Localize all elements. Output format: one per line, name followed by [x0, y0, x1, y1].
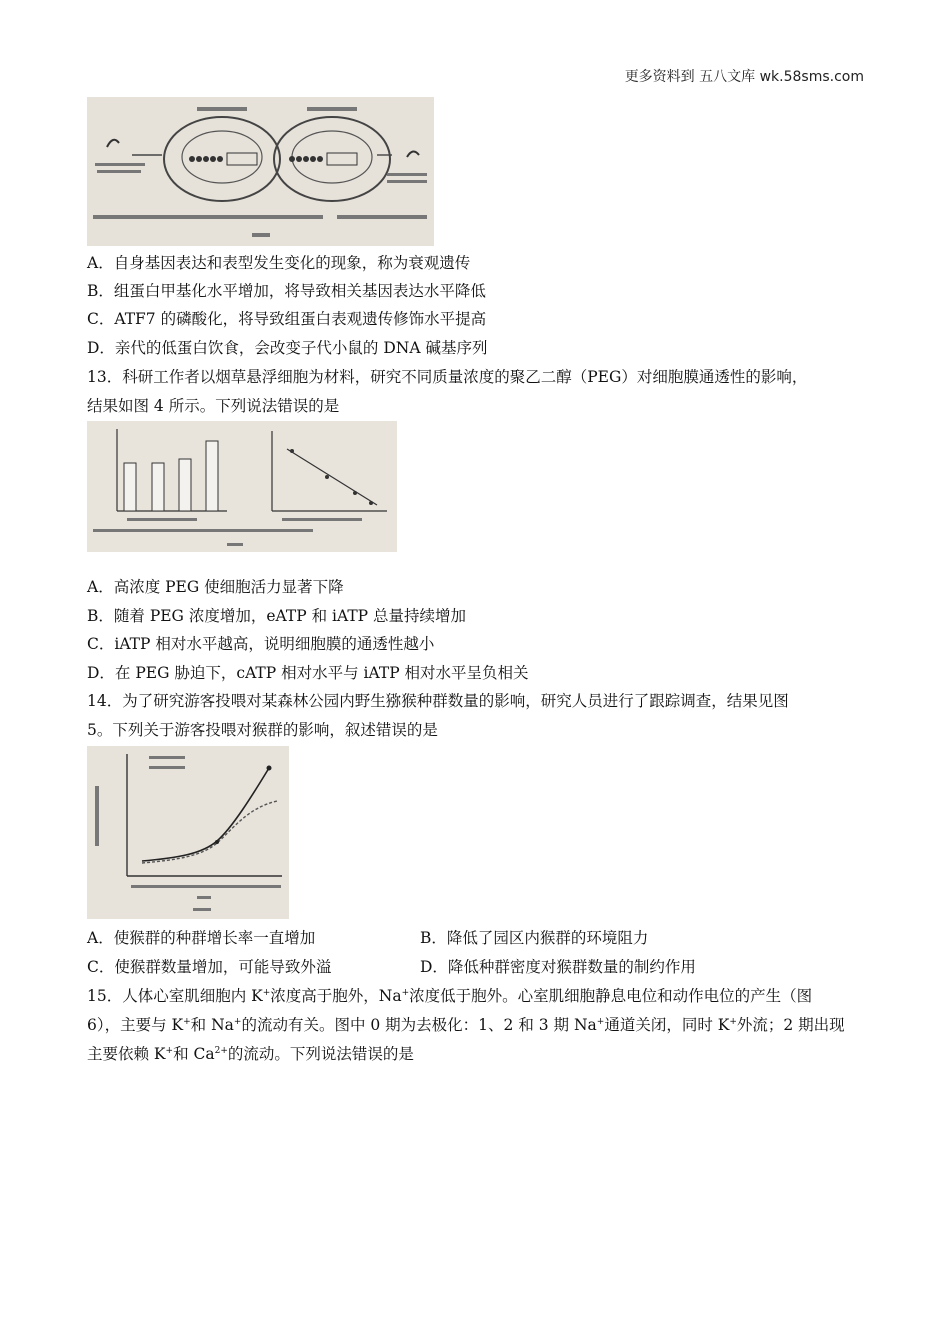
q14-option-b: B．降低了园区内猴群的环境阻力 [420, 929, 649, 947]
q13-stem-line1: 13．科研工作者以烟草悬浮细胞为材料，研究不同质量浓度的聚乙二醇（PEG）对细胞膜通透性的影响， [87, 368, 808, 386]
q14-stem-line1: 14．为了研究游客投喂对某森林公园内野生猕猴种群数量的影响，研究人员进行了跟踪调查，结果见图 [87, 692, 789, 710]
q13-option-d: D．在 PEG 胁迫下，cATP 相对水平与 iATP 相对水平呈负相关 [87, 664, 529, 682]
q13-option-c: C．iATP 相对水平越高，说明细胞膜的通透性越小 [87, 635, 435, 653]
page-header: 更多资料到 五八文库 wk.58sms.com [624, 69, 864, 85]
q12-option-c: C．ATF7 的磷酸化，将导致组蛋白表观遗传修饰水平提高 [87, 310, 487, 328]
figure-5-image [87, 746, 289, 919]
q13-option-a: A．高浓度 PEG 使细胞活力显著下降 [87, 578, 344, 596]
figure-3-image [87, 97, 434, 246]
q14-option-c: C．使猴群数量增加，可能导致外溢 [87, 958, 332, 976]
q14-option-a: A．使猴群的种群增长率一直增加 [87, 929, 316, 947]
figure-4-image [87, 421, 397, 552]
q13-option-b: B．随着 PEG 浓度增加，eATP 和 iATP 总量持续增加 [87, 607, 467, 625]
q13-stem-line2: 结果如图 4 所示。下列说法错误的是 [87, 397, 340, 415]
q12-option-b: B．组蛋白甲基化水平增加，将导致相关基因表达水平降低 [87, 282, 486, 300]
q15-stem-line3: 主要依赖 K+和 $Ca^{2+}$的流动。下列说法错误的是 [87, 1045, 414, 1063]
q14-stem-line2: 5。下列关于游客投喂对猴群的影响，叙述错误的是 [87, 721, 438, 739]
q12-option-d: D．亲代的低蛋白饮食，会改变子代小鼠的 DNA 碱基序列 [87, 339, 488, 357]
q12-option-a: A．自身基因表达和表型发生变化的现象，称为衰观遗传 [87, 254, 471, 272]
q15-stem-line2: 6），主要与 K+和 Na+的流动有关。图中 0 期为去极化：1、2 和 3 期 Na+通道关闭，同时 K+外流；2 期出现 [87, 1016, 845, 1034]
q15-stem-line1: 15．人体心室肌细胞内 K+浓度高于胞外，Na+浓度低于胞外。心室肌细胞静息电位和动作电位的产生（图 [87, 987, 813, 1005]
q14-option-d: D．降低种群密度对猴群数量的制约作用 [420, 958, 696, 976]
